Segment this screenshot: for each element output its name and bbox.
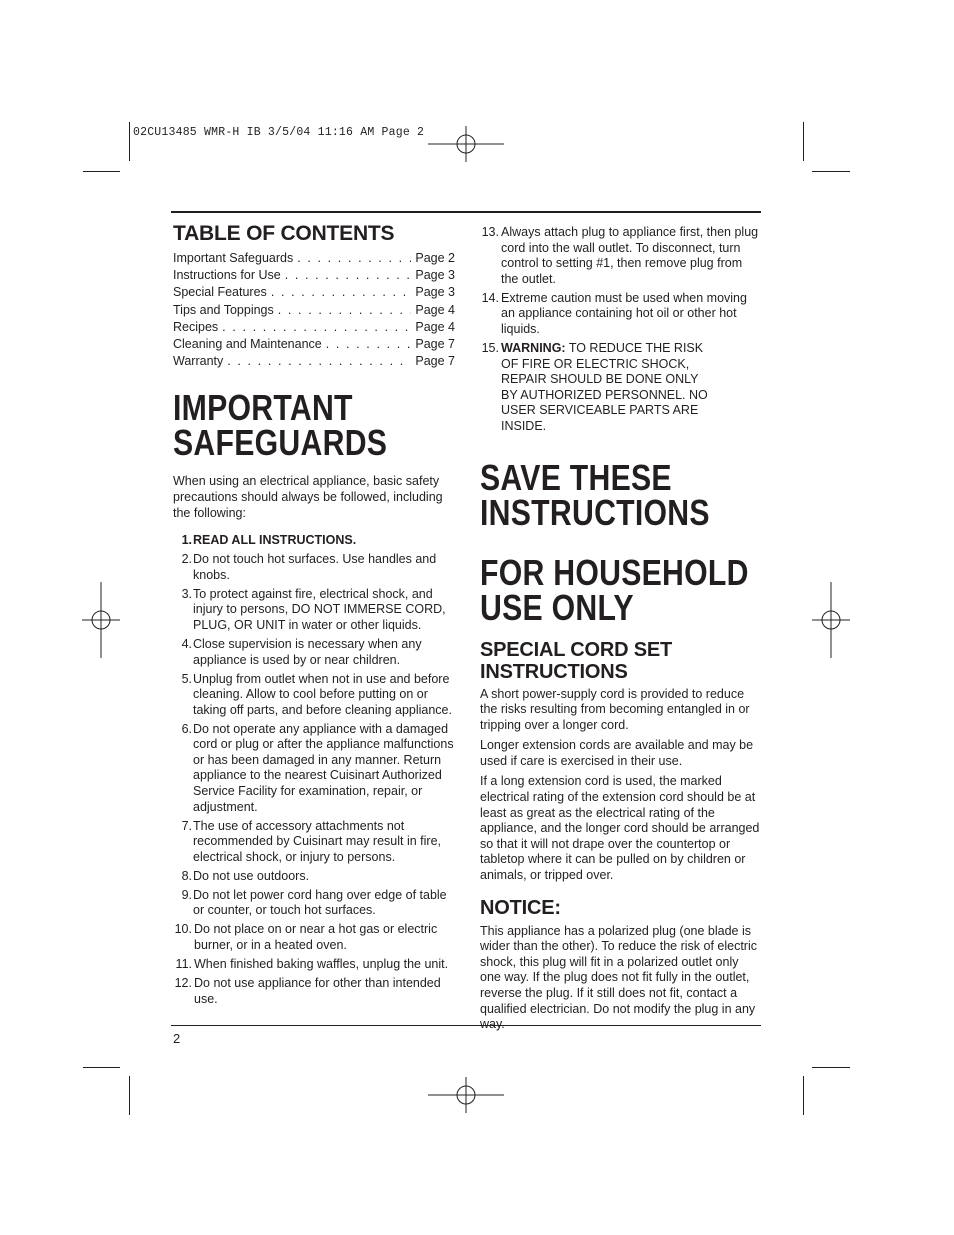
item-text: Do not operate any appliance with a damaged cord or plug or after the appliance malfunctions or has been damaged in any manner. Return appliance to the nearest Cuisinart Authorized Service Facility for examination, repair, or adjustment. xyxy=(193,721,454,814)
safeguards-list xyxy=(173,533,455,1007)
top-rule xyxy=(171,211,761,213)
toc-entry-label: Special Features xyxy=(173,285,267,300)
crop-mark-top-right-vertical xyxy=(803,122,804,161)
item-text: Extreme caution must be used when moving an appliance containing hot oil or other hot liquids. xyxy=(501,290,747,336)
item-text: TO REDUCE THE RISK OF FIRE OR ELECTRIC SHOCK, REPAIR SHOULD BE DONE ONLY BY AUTHORIZED PERSONNEL. NO USER SERVICEABLE PARTS ARE INSIDE. xyxy=(501,340,708,433)
cord-heading-line1: SPECIAL CORD SET xyxy=(480,638,673,661)
household-heading-line2: USE ONLY xyxy=(480,586,634,628)
crop-mark-top-left-horizontal xyxy=(83,171,120,172)
item-number: 8. xyxy=(181,868,192,883)
item-text: Unplug from outlet when not in use and before cleaning. Allow to cool before putting on or taking off parts, and before cleaning appliance. xyxy=(193,671,452,717)
household-use-heading xyxy=(480,551,762,628)
crop-mark-bottom-right-vertical xyxy=(803,1076,804,1115)
list-item xyxy=(480,225,762,287)
safeguards-title-line2: SAFEGUARDS xyxy=(173,422,388,464)
item-text: Do not place on or near a hot gas or electric burner, or in a heated oven. xyxy=(194,922,438,952)
item-number: 12. xyxy=(174,975,192,990)
item-number: 11. xyxy=(175,956,192,971)
toc-leader-dots xyxy=(297,250,411,267)
item-number: 2. xyxy=(181,552,192,567)
item-text: Do not use appliance for other than intended use. xyxy=(194,975,441,1006)
item-number: 15. xyxy=(481,340,499,355)
item-number: 10. xyxy=(174,922,192,937)
toc-entry[interactable] xyxy=(173,267,455,284)
item-number: 1. xyxy=(181,533,192,548)
crop-mark-top-left-vertical xyxy=(129,122,130,161)
toc-entry[interactable] xyxy=(173,250,455,267)
registration-mark-top xyxy=(428,126,504,162)
cord-set-heading xyxy=(480,639,762,683)
toc-leader-dots xyxy=(285,267,412,284)
list-item xyxy=(178,533,455,549)
toc-leader-dots xyxy=(222,319,411,336)
item-text: Do not touch hot surfaces. Use handles and knobs. xyxy=(193,552,437,582)
item-number: 13. xyxy=(481,225,499,239)
item-number: 14. xyxy=(481,290,499,305)
item-text: Always attach plug to appliance first, then plug cord into the wall outlet. To disconnect, turn control to setting #1, then remove plug from the outlet. xyxy=(501,225,759,286)
household-heading-line1: FOR HOUSEHOLD xyxy=(480,551,749,593)
item-number: 7. xyxy=(181,818,192,833)
toc-entry-label: Cleaning and Maintenance xyxy=(173,337,322,352)
item-text: When finished baking waffles, unplug the unit. xyxy=(194,956,449,971)
registration-mark-right xyxy=(812,582,850,658)
cord-heading-line2: INSTRUCTIONS xyxy=(480,660,628,683)
cord-paragraph: If a long extension cord is used, the marked electrical rating of the extension cord should be at least as great as the electrical rating of the appliance, and the longer cord should be arranged so that it will not drape over the countertop or tabletop where it can be pulled on by children or animals, or tripped over. xyxy=(480,774,760,883)
toc-entry-label: Instructions for Use xyxy=(173,268,281,283)
safeguards-intro: When using an electrical appliance, basic safety precautions should always be followed, including the following: xyxy=(173,474,443,520)
list-item xyxy=(173,922,455,953)
list-item xyxy=(178,672,455,719)
toc-entry-label: Important Safeguards xyxy=(173,251,294,265)
toc-title: TABLE OF CONTENTS xyxy=(173,222,395,245)
cord-paragraph: A short power-supply cord is provided to reduce the risks resulting from becoming entangled in or tripping over a longer cord. xyxy=(480,686,750,732)
toc-entry[interactable] xyxy=(173,353,455,370)
toc-entry[interactable] xyxy=(173,302,455,319)
toc-entry-page: Page 3 xyxy=(415,285,455,300)
registration-mark-bottom xyxy=(428,1077,504,1113)
toc-entry-page: Page 4 xyxy=(415,319,455,334)
crop-mark-bottom-left-vertical xyxy=(129,1076,130,1115)
left-column xyxy=(173,222,455,1011)
warning-label: WARNING: xyxy=(501,340,566,355)
list-item xyxy=(178,552,455,583)
item-number: 6. xyxy=(181,721,192,736)
list-item xyxy=(178,637,455,668)
notice-heading: NOTICE: xyxy=(480,896,561,919)
item-text: Close supervision is necessary when any appliance is used by or near children. xyxy=(193,636,422,667)
item-text: Do not use outdoors. xyxy=(193,868,310,883)
item-text: Do not let power cord hang over edge of table or counter, or touch hot surfaces. xyxy=(193,887,447,918)
registration-mark-left xyxy=(82,582,120,658)
list-item xyxy=(178,819,455,866)
item-number: 9. xyxy=(181,887,192,902)
save-heading-line1: SAVE THESE xyxy=(480,456,672,498)
toc-entry[interactable] xyxy=(173,319,455,336)
toc-entry[interactable] xyxy=(173,336,455,353)
list-item xyxy=(480,341,762,435)
list-item xyxy=(178,722,455,816)
printer-slug-line: 02CU13485 WMR-H IB 3/5/04 11:16 AM Page 2 xyxy=(133,126,425,139)
right-column xyxy=(480,225,762,1033)
toc-entry-label: Recipes xyxy=(173,319,219,334)
safeguards-heading xyxy=(173,387,455,464)
toc-entry-page: Page 7 xyxy=(415,337,455,352)
save-heading-line2: INSTRUCTIONS xyxy=(480,491,710,533)
save-instructions-heading xyxy=(480,456,762,533)
toc-leader-dots xyxy=(326,336,412,353)
toc-list xyxy=(173,250,455,370)
item-number: 5. xyxy=(181,671,192,686)
crop-mark-bottom-left-horizontal xyxy=(83,1067,120,1068)
notice-paragraph: This appliance has a polarized plug (one blade is wider than the other). To reduce the risk of electric shock, this plug will fit in a polarized outlet only one way. If the plug does not fit fully in the outlet, reverse the plug. If it still does not fit, contact a qualified electrician. Do not modify the plug in any way. xyxy=(480,923,757,1032)
item-text: To protect against fire, electrical shock, and injury to persons, DO NOT IMMERSE CORD, PLUG, OR UNIT in water or other liquids. xyxy=(193,586,446,632)
toc-leader-dots xyxy=(271,284,412,301)
item-number: 4. xyxy=(181,636,192,651)
safeguards-list-continued xyxy=(480,225,762,435)
toc-entry-label: Tips and Toppings xyxy=(173,302,274,317)
crop-mark-bottom-right-horizontal xyxy=(812,1067,850,1068)
toc-entry-page: Page 3 xyxy=(415,268,455,283)
item-text: READ ALL INSTRUCTIONS. xyxy=(193,533,357,548)
safeguards-title-line1: IMPORTANT xyxy=(173,387,353,429)
page-number: 2 xyxy=(173,1031,181,1046)
list-item xyxy=(173,957,455,973)
crop-mark-top-right-horizontal xyxy=(812,171,850,172)
item-text: The use of accessory attachments not recommended by Cuisinart may result in fire, electrical shock, or injury to persons. xyxy=(193,818,442,864)
list-item xyxy=(178,888,455,919)
list-item xyxy=(178,869,455,885)
list-item xyxy=(173,976,455,1007)
toc-entry-label: Warranty xyxy=(173,354,224,369)
item-number: 3. xyxy=(181,586,192,601)
toc-leader-dots xyxy=(227,353,411,370)
list-item xyxy=(480,291,762,338)
toc-entry-page: Page 2 xyxy=(415,251,455,265)
toc-entry[interactable] xyxy=(173,284,455,301)
toc-entry-page: Page 4 xyxy=(415,302,455,317)
toc-entry-page: Page 7 xyxy=(415,354,455,369)
toc-leader-dots xyxy=(278,302,412,319)
list-item xyxy=(178,587,455,634)
cord-paragraph: Longer extension cords are available and may be used if care is exercised in their use. xyxy=(480,738,754,768)
